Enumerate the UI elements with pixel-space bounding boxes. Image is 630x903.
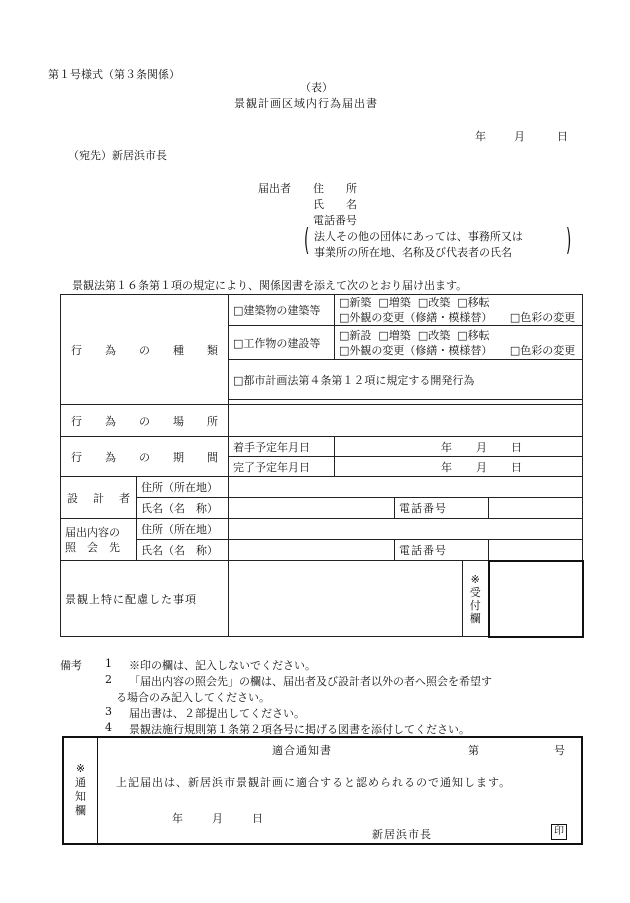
notice-month: 月	[212, 812, 223, 825]
note-4: 景観法施行規則第１条第２項各号に掲げる図書を添付してください。	[129, 723, 470, 736]
building-checkbox[interactable]: □建築物の建築等	[229, 295, 335, 326]
end-date-field[interactable]: 年 月 日	[335, 457, 583, 477]
note-2-cont: る場合のみ記入してください。	[116, 691, 270, 704]
notice-number-prefix: 第	[468, 744, 479, 757]
date-year: 年	[475, 130, 486, 143]
applicant-note-2: 事業所の所在地、名称及び代表者の氏名	[314, 246, 512, 259]
contact-label: 届出内容の 照 会 先	[61, 519, 137, 561]
notice-year: 年	[172, 812, 183, 825]
side-label: （表）	[300, 81, 333, 94]
date-month: 月	[514, 130, 525, 143]
receipt-field	[489, 561, 583, 637]
applicant-label: 届出者	[258, 182, 291, 195]
right-bracket: )	[566, 223, 572, 258]
seal-mark: 印	[551, 824, 567, 840]
structure-options	[335, 326, 583, 360]
opt-s-color-change[interactable]: □色彩の変更	[509, 343, 576, 357]
opt-exterior-change[interactable]: □外観の変更（修繕・模様替）	[339, 311, 493, 324]
start-date-label: 着手予定年月日	[229, 437, 335, 457]
note-3-num: 3	[105, 705, 112, 718]
date-day: 日	[557, 130, 568, 143]
opt-new-install[interactable]: □新設	[339, 328, 372, 342]
start-date-field[interactable]: 年 月 日	[335, 437, 583, 457]
designer-address-label: 住所（所在地）	[137, 477, 229, 498]
note-1-num: 1	[105, 657, 112, 670]
designer-label: 設 計 者	[61, 477, 137, 519]
applicant-note-1: 法人その他の団体にあっては、事務所又は	[314, 230, 523, 243]
designer-phone-field[interactable]	[489, 498, 583, 519]
designer-name-label: 氏名（名 称）	[137, 498, 229, 519]
notice-signer: 新居浜市長	[372, 828, 432, 841]
note-2: 「届出内容の照会先」の欄は、届出者及び設計者以外の者へ照会を希望す	[129, 675, 492, 688]
end-date-label: 完了予定年月日	[229, 457, 335, 477]
application-table	[60, 294, 584, 638]
contact-name-field[interactable]	[229, 540, 395, 561]
opt-new-build[interactable]: □新築	[339, 296, 372, 309]
designer-name-field[interactable]	[229, 498, 395, 519]
contact-name-label: 氏名（名 称）	[137, 540, 229, 561]
contact-address-field[interactable]	[229, 519, 583, 540]
page-title: 景観計画区域内行為届出書	[234, 97, 378, 110]
opt-s-extension[interactable]: □増築	[378, 328, 411, 342]
form-number: 第１号様式（第３条関係）	[48, 68, 180, 81]
notice-body: 上記届出は、新居浜市景観計画に適合すると認められるので通知します。	[116, 776, 512, 789]
place-field[interactable]	[229, 405, 583, 437]
opt-color-change[interactable]: □色彩の変更	[509, 311, 576, 324]
opt-relocation[interactable]: □移転	[457, 296, 490, 309]
note-4-num: 4	[105, 721, 112, 734]
opt-extension[interactable]: □増築	[378, 296, 411, 309]
opt-s-relocation[interactable]: □移転	[457, 328, 490, 342]
note-1: ※印の欄は、記入しないでください。	[129, 659, 316, 672]
contact-phone-label: 電話番号	[395, 540, 489, 561]
notice-title: 適合通知書	[272, 744, 332, 757]
notification-box	[62, 736, 583, 845]
place-label: 行 為 の 場 所	[61, 405, 229, 437]
designer-phone-label: 電話番号	[395, 498, 489, 519]
designer-address-field[interactable]	[229, 477, 583, 498]
notes-label: 備考	[60, 659, 82, 672]
applicant-address-label: 住 所	[313, 182, 357, 195]
consideration-field[interactable]	[229, 561, 463, 637]
building-options	[335, 295, 583, 326]
note-3: 届出書は、２部提出してください。	[129, 707, 305, 720]
contact-address-label: 住所（所在地）	[137, 519, 229, 540]
kind-label: 行 為 の 種 類	[61, 295, 229, 405]
structure-checkbox[interactable]: □工作物の建設等	[229, 326, 335, 360]
consideration-label: 景観上特に配慮した事項	[61, 561, 229, 637]
contact-phone-field[interactable]	[489, 540, 583, 561]
notice-day: 日	[252, 812, 263, 825]
addressee: （宛先）新居浜市長	[68, 149, 167, 162]
applicant-name-label: 氏 名	[313, 198, 357, 211]
notice-side-label: ※ 通 知 欄	[64, 738, 98, 843]
note-2-num: 2	[105, 673, 112, 686]
receipt-label: ※ 受 付 欄	[463, 561, 489, 637]
left-bracket: (	[304, 223, 310, 258]
development-checkbox[interactable]: □都市計画法第４条第１２項に規定する開発行為	[229, 360, 583, 400]
period-label: 行 為 の 期 間	[61, 437, 229, 477]
opt-s-rebuild[interactable]: □改築	[417, 328, 451, 342]
opt-s-exterior-change[interactable]: □外観の変更（修繕・模様替）	[339, 343, 493, 357]
opt-rebuild[interactable]: □改築	[417, 296, 451, 309]
notice-number-suffix: 号	[554, 744, 565, 757]
intro-text: 景観法第１６条第１項の規定により、関係図書を添えて次のとおり届け出ます。	[72, 279, 468, 292]
applicant-phone-label: 電話番号	[313, 214, 357, 227]
